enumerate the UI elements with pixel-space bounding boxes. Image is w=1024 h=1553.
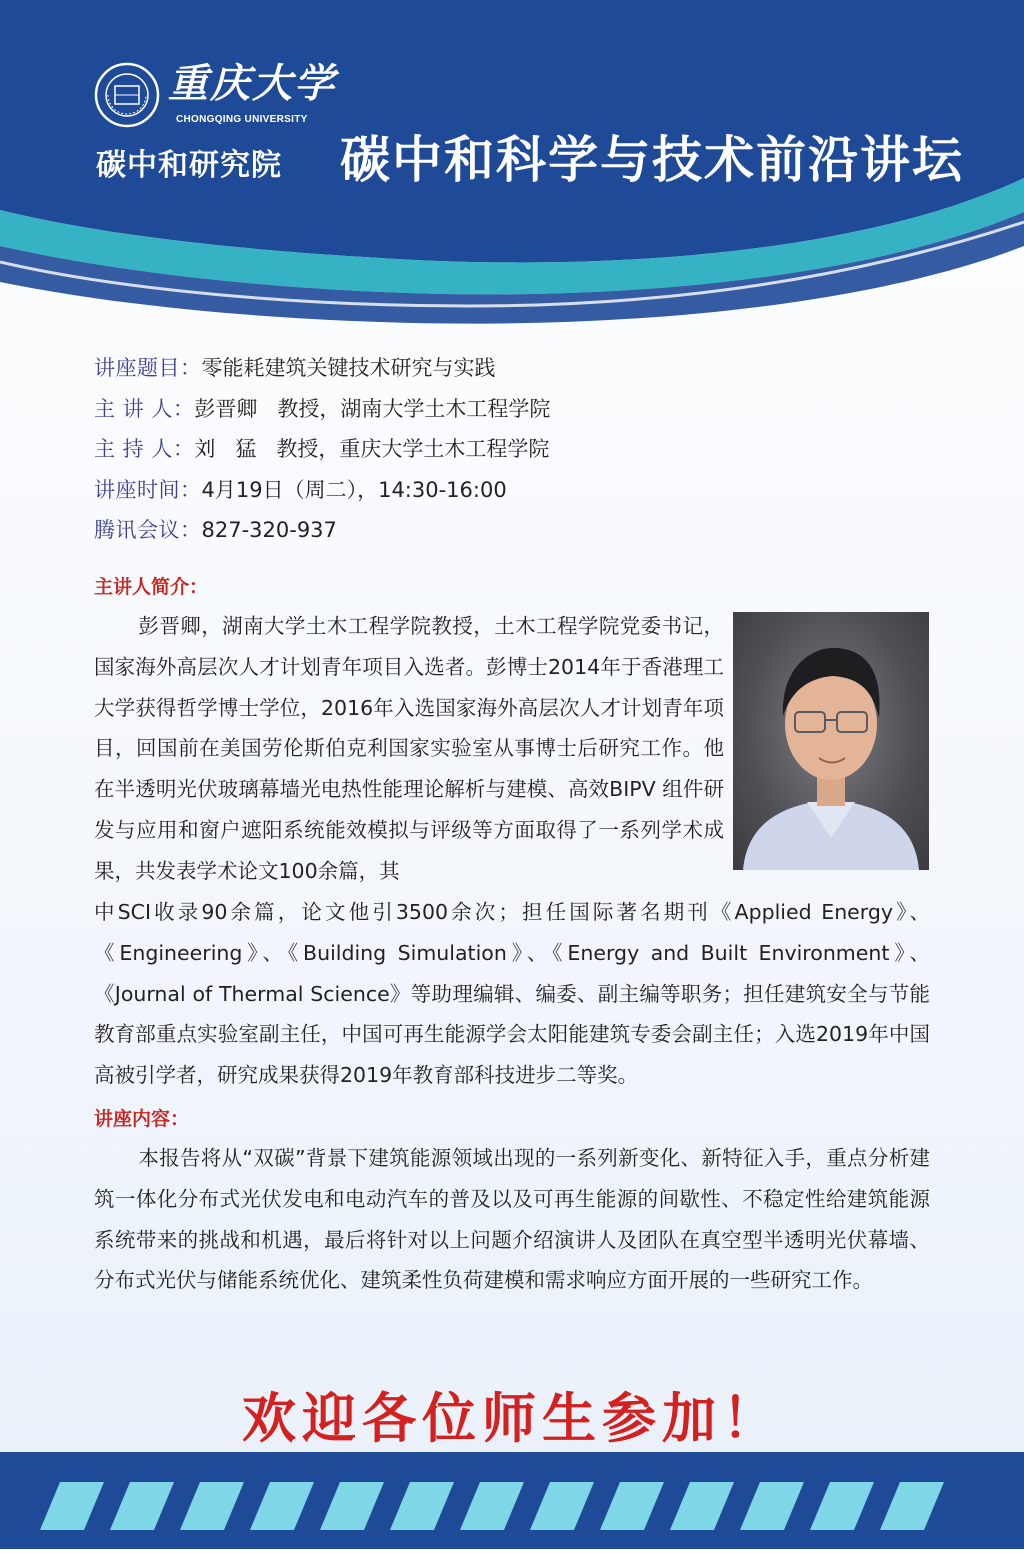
bio-text-wrapped: 彭晋卿，湖南大学土木工程学院教授，土木工程学院党委书记，国家海外高层次人才计划青年项目入选者。彭博士2014年于香港理工大学获得哲学博士学位，2016年入选国家海外高层次人才计划青年项目，回国前在美国劳伦斯伯克利国家实验室从事博士后研究工作。他在半透明光伏玻璃幕墙光电热性能理论解析与建模、高效BIPV 组件研发与应用和窗户遮阳系统能效模拟与评级等方面取得了一系列学术成果，共发表学术论文100余篇，其 [94, 614, 724, 883]
info-time [94, 470, 934, 511]
content-heading: 讲座内容： [94, 1108, 190, 1130]
info-meeting [94, 510, 934, 551]
event-info [94, 348, 934, 551]
university-name-cn: 重庆大学 [168, 60, 336, 107]
info-speaker-label: 主 讲 人： [94, 396, 195, 421]
speaker-photo [733, 612, 929, 870]
info-topic-label: 讲座题目： [94, 356, 202, 380]
institute-name: 碳中和研究院 [96, 148, 282, 183]
university-name-en: CHONGQING UNIVERSITY [176, 114, 308, 125]
info-topic-value: 零能耗建筑关键技术研究与实践 [201, 356, 496, 380]
welcome-banner: 欢迎各位师生参加！ [242, 1387, 782, 1450]
header-banner [0, 0, 1024, 340]
info-host-label: 主 持 人： [94, 437, 195, 462]
info-time-label: 讲座时间： [94, 477, 202, 502]
info-speaker-value: 彭晋卿 教授，湖南大学土木工程学院 [194, 396, 551, 421]
bio-heading: 主讲人简介： [94, 576, 209, 598]
forum-title: 碳中和科学与技术前沿讲坛 [340, 131, 964, 189]
info-time-value: 4月19日（周二），14:30-16:00 [201, 477, 507, 502]
content-paragraph [94, 1138, 930, 1301]
content-text: 本报告将从“双碳”背景下建筑能源领域出现的一系列新变化、新特征入手，重点分析建筑一体化分布式光伏发电和电动汽车的普及以及可再生能源的间歇性、不稳定性给建筑能源系统带来的挑战和机遇，最后将针对以上问题介绍演讲人及团队在真空型半透明光伏幕墙、分布式光伏与储能系统优化、建筑柔性负荷建模和需求响应方面开展的一些研究工作。 [94, 1146, 930, 1293]
bio-paragraph-wrapped [94, 606, 724, 892]
info-host-value: 刘 猛 教授，重庆大学土木工程学院 [194, 437, 550, 462]
info-meeting-label: 腾讯会议： [94, 518, 202, 543]
bio-paragraph-full: 中SCI收录90余篇，论文他引3500余次；担任国际著名期刊《Applied Energy》、《Engineering》、《Building Simulation》、《Energy and Built Environment》、《Journal of Thermal Science》等助理编辑、编委、副主编等职务；担任建筑安全与节能教育部重点实验室副主任，中国可再生能源学会太阳能建筑专委会副主任；入选2019年中国高被引学者，研究成果获得2019年教育部科技进步二等奖。 [94, 900, 930, 1088]
info-host [94, 429, 934, 470]
info-speaker [94, 389, 934, 430]
info-meeting-value: 827-320-937 [201, 518, 337, 543]
info-topic [94, 348, 934, 389]
university-seal-logo [94, 62, 160, 128]
footer-stripe-band [0, 1452, 1024, 1549]
